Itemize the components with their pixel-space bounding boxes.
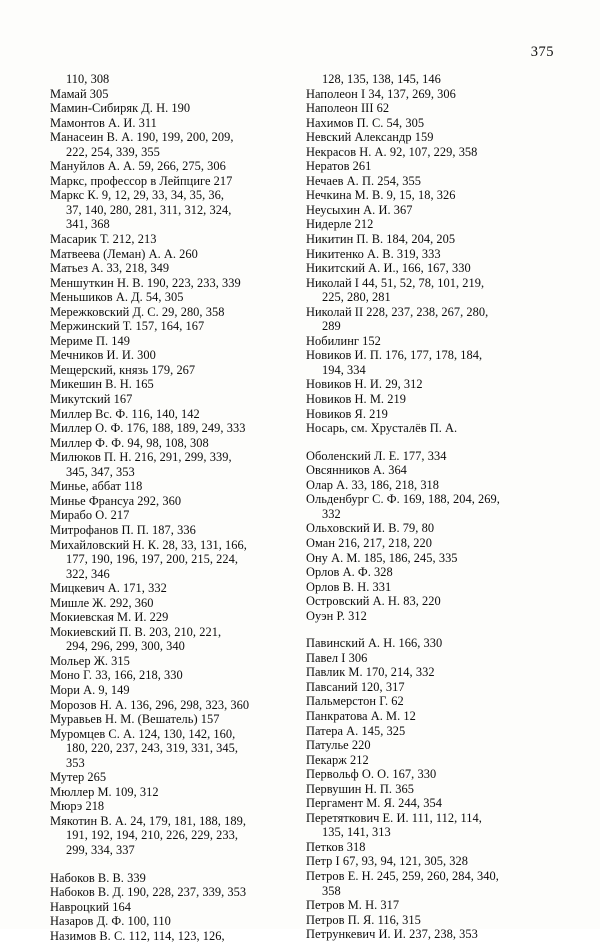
index-entry: Нидерле 212 <box>306 217 374 232</box>
index-entry: Мишле Ж. 292, 360 <box>50 595 154 610</box>
index-entry: Маркс, профессор в Лейпциге 217 <box>50 173 233 188</box>
index-entry: Орлов А. Ф. 328 <box>306 565 393 580</box>
index-entry-continuation: 135, 141, 313 <box>322 825 391 840</box>
index-entry-continuation: 191, 192, 194, 210, 226, 229, 233, <box>66 828 239 843</box>
index-entry: Мюрэ 218 <box>50 799 105 814</box>
index-entry-continuation: 180, 220, 237, 243, 319, 331, 345, <box>66 741 239 756</box>
index-entry-continuation: 128, 135, 138, 145, 146 <box>322 72 441 86</box>
index-entry: Петров М. Н. 317 <box>306 898 400 913</box>
index-entry: Петков 318 <box>306 839 366 854</box>
index-entry-continuation: 289 <box>322 319 341 334</box>
index-entry: Оболенский Л. Е. 177, 334 <box>306 448 447 463</box>
index-entry: Набоков В. В. 339 <box>50 870 146 885</box>
index-entry: Митрофанов П. П. 187, 336 <box>50 522 196 537</box>
index-entry: Мюллер М. 109, 312 <box>50 784 159 799</box>
index-entry: Оуэн Р. 312 <box>306 608 367 623</box>
index-entry: Миллер Ф. Ф. 94, 98, 108, 308 <box>50 435 209 450</box>
index-entry: Моно Г. 33, 166, 218, 330 <box>50 668 183 683</box>
index-entry-continuation: 341, 368 <box>66 217 110 232</box>
index-entry: Матьез А. 33, 218, 349 <box>50 261 170 276</box>
index-entry: Петр I 67, 93, 94, 121, 305, 328 <box>306 854 469 869</box>
index-entry: Островский А. Н. 83, 220 <box>306 594 441 609</box>
index-entry: Микешин В. Н. 165 <box>50 377 154 392</box>
index-entry: Павел I 306 <box>306 650 368 665</box>
index-entry: Мольер Ж. 315 <box>50 653 130 668</box>
index-entry: Николай II 228, 237, 238, 267, 280, <box>306 304 489 319</box>
index-entry: Милюков П. Н. 216, 291, 299, 339, <box>50 450 232 465</box>
index-entry: Мицкевич А. 171, 332 <box>50 581 167 596</box>
index-entry: Пальмерстон Г. 62 <box>306 694 404 709</box>
index-entry: Павинский А. Н. 166, 330 <box>306 636 443 651</box>
index-entry: Наполеон I 34, 137, 269, 306 <box>306 86 456 101</box>
index-entry: Миллер О. Ф. 176, 188, 189, 249, 333 <box>50 421 246 436</box>
index-entry: Ольденбург С. Ф. 169, 188, 204, 269, <box>306 492 500 507</box>
index-entry-continuation: 225, 280, 281 <box>322 290 391 305</box>
index-entry: Новиков Н. И. 29, 312 <box>306 377 423 392</box>
index-entry: Маркс К. 9, 12, 29, 33, 34, 35, 36, <box>50 188 225 203</box>
index-entry: Патера А. 145, 325 <box>306 723 406 738</box>
index-entry: Носарь, см. Хрусталёв П. А. <box>306 421 458 436</box>
index-entry: Мамай 305 <box>50 86 109 101</box>
index-entry: Первольф О. О. 167, 330 <box>306 767 437 782</box>
index-entry: Назаров Д. Ф. 100, 110 <box>50 914 171 929</box>
index-entry: Назимов В. С. 112, 114, 123, 126, <box>50 928 225 943</box>
index-entry: Мамин-Сибиряк Д. Н. 190 <box>50 101 191 116</box>
index-entry: Мирабо О. 217 <box>50 508 130 523</box>
index-entry: Неусыхин А. И. 367 <box>306 202 413 217</box>
index-entry: Нахимов П. С. 54, 305 <box>306 115 425 130</box>
index-entry: Мамонтов А. И. 311 <box>50 115 157 130</box>
index-entry: Мережковский Д. С. 29, 280, 358 <box>50 304 225 319</box>
index-entry: Наполеон III 62 <box>306 101 390 116</box>
index-entry: Первушин Н. П. 365 <box>306 781 414 796</box>
index-entry: Мутер 265 <box>50 770 107 785</box>
index-entry: Овсянников А. 364 <box>306 463 407 478</box>
index-entry: Навроцкий 164 <box>50 899 131 914</box>
index-entry: Нобилинг 152 <box>306 333 381 348</box>
index-entry: Нечаев А. П. 254, 355 <box>306 173 422 188</box>
index-entry: Мещерский, князь 179, 267 <box>50 362 196 377</box>
index-entry: Петров П. Я. 116, 315 <box>306 912 421 927</box>
index-entry-continuation: 358 <box>322 883 341 898</box>
index-entry: Меньшиков А. Д. 54, 305 <box>50 290 184 305</box>
index-entry: Минье, аббат 118 <box>50 479 143 494</box>
index-entry-continuation: 345, 347, 353 <box>66 464 135 479</box>
index-entry: Павлик М. 170, 214, 332 <box>306 665 435 680</box>
page-number: 375 <box>530 44 554 60</box>
index-entry: Патулье 220 <box>306 738 371 753</box>
index-entry: Мержинский Т. 157, 164, 167 <box>50 319 205 334</box>
index-entry-continuation: 353 <box>66 755 85 770</box>
index-entry: Мокиевская М. И. 229 <box>50 610 169 625</box>
index-entry: Морозов Н. А. 136, 296, 298, 323, 360 <box>50 697 250 712</box>
index-entry: Оман 216, 217, 218, 220 <box>306 535 433 550</box>
index-columns <box>0 72 600 943</box>
index-entry-continuation: 177, 190, 196, 197, 200, 215, 224, <box>66 552 239 567</box>
index-entry-continuation: 294, 296, 299, 300, 340 <box>66 639 185 654</box>
index-entry: Мори А. 9, 149 <box>50 682 130 697</box>
index-entry-continuation: 37, 140, 280, 281, 311, 312, 324, <box>66 202 232 217</box>
index-entry: Муромцев С. А. 124, 130, 142, 160, <box>50 726 236 741</box>
index-entry: Миллер Вс. Ф. 116, 140, 142 <box>50 406 200 421</box>
index-entry: Орлов В. Н. 331 <box>306 579 392 594</box>
index-column-left <box>50 72 300 943</box>
index-entry: Мокиевский П. В. 203, 210, 221, <box>50 624 222 639</box>
index-entry: Мякотин В. А. 24, 179, 181, 188, 189, <box>50 813 246 828</box>
index-entry-continuation: 110, 308 <box>66 72 110 86</box>
index-entry-continuation: 332 <box>322 506 341 521</box>
index-entry: Манасеин В. А. 190, 199, 200, 209, <box>50 130 234 145</box>
index-entry: Нечкина М. В. 9, 15, 18, 326 <box>306 188 456 203</box>
index-entry: Новиков Я. 219 <box>306 406 388 421</box>
index-entry: Мануйлов А. А. 59, 266, 275, 306 <box>50 159 226 174</box>
index-entry: Никитский А. И., 166, 167, 330 <box>306 261 471 276</box>
index-entry: Масарик Т. 212, 213 <box>50 232 157 247</box>
index-entry: Ону А. М. 185, 186, 245, 335 <box>306 550 458 565</box>
index-entry: Пекарж 212 <box>306 752 369 767</box>
index-entry: Никитенко А. В. 319, 333 <box>306 246 441 261</box>
index-entry: Мечников И. И. 300 <box>50 348 156 363</box>
index-entry: Муравьев Н. М. (Вешатель) 157 <box>50 712 220 727</box>
index-entry: Микутский 167 <box>50 392 133 407</box>
index-entry: Пергамент М. Я. 244, 354 <box>306 796 442 811</box>
index-entry: Перетяткович Е. И. 111, 112, 114, <box>306 810 482 825</box>
index-entry: Никитин П. В. 184, 204, 205 <box>306 232 456 247</box>
index-entry-continuation: 299, 334, 337 <box>66 842 135 857</box>
index-entry: Олар А. 33, 186, 218, 318 <box>306 477 440 492</box>
index-entry: Невский Александр 159 <box>306 130 434 145</box>
index-entry: Николай I 44, 51, 52, 78, 101, 219, <box>306 275 485 290</box>
index-entry: Новиков Н. М. 219 <box>306 392 406 407</box>
index-entry: Ольховский И. В. 79, 80 <box>306 521 435 536</box>
index-entry: Петров Е. Н. 245, 259, 260, 284, 340, <box>306 868 499 883</box>
index-entry-continuation: 222, 254, 339, 355 <box>66 144 160 159</box>
index-entry: Набоков В. Д. 190, 228, 237, 339, 353 <box>50 885 247 900</box>
index-entry: Петрункевич И. И. 237, 238, 353 <box>306 927 478 942</box>
index-entry-continuation: 322, 346 <box>66 566 110 581</box>
index-entry: Некрасов Н. А. 92, 107, 229, 358 <box>306 144 478 159</box>
index-entry: Меншуткин Н. В. 190, 223, 233, 339 <box>50 275 241 290</box>
index-entry: Панкратова А. М. 12 <box>306 708 416 723</box>
index-entry: Михайловский Н. К. 28, 33, 131, 166, <box>50 537 247 552</box>
index-entry-continuation: 194, 334 <box>322 362 366 377</box>
index-entry: Матвеева (Леман) А. А. 260 <box>50 246 198 261</box>
index-entry: Мериме П. 149 <box>50 333 130 348</box>
index-entry: Новиков И. П. 176, 177, 178, 184, <box>306 348 483 363</box>
index-column-right <box>306 72 556 943</box>
index-entry: Павсаний 120, 317 <box>306 679 405 694</box>
index-entry: Минье Франсуа 292, 360 <box>50 493 182 508</box>
index-entry: Нератов 261 <box>306 159 372 174</box>
